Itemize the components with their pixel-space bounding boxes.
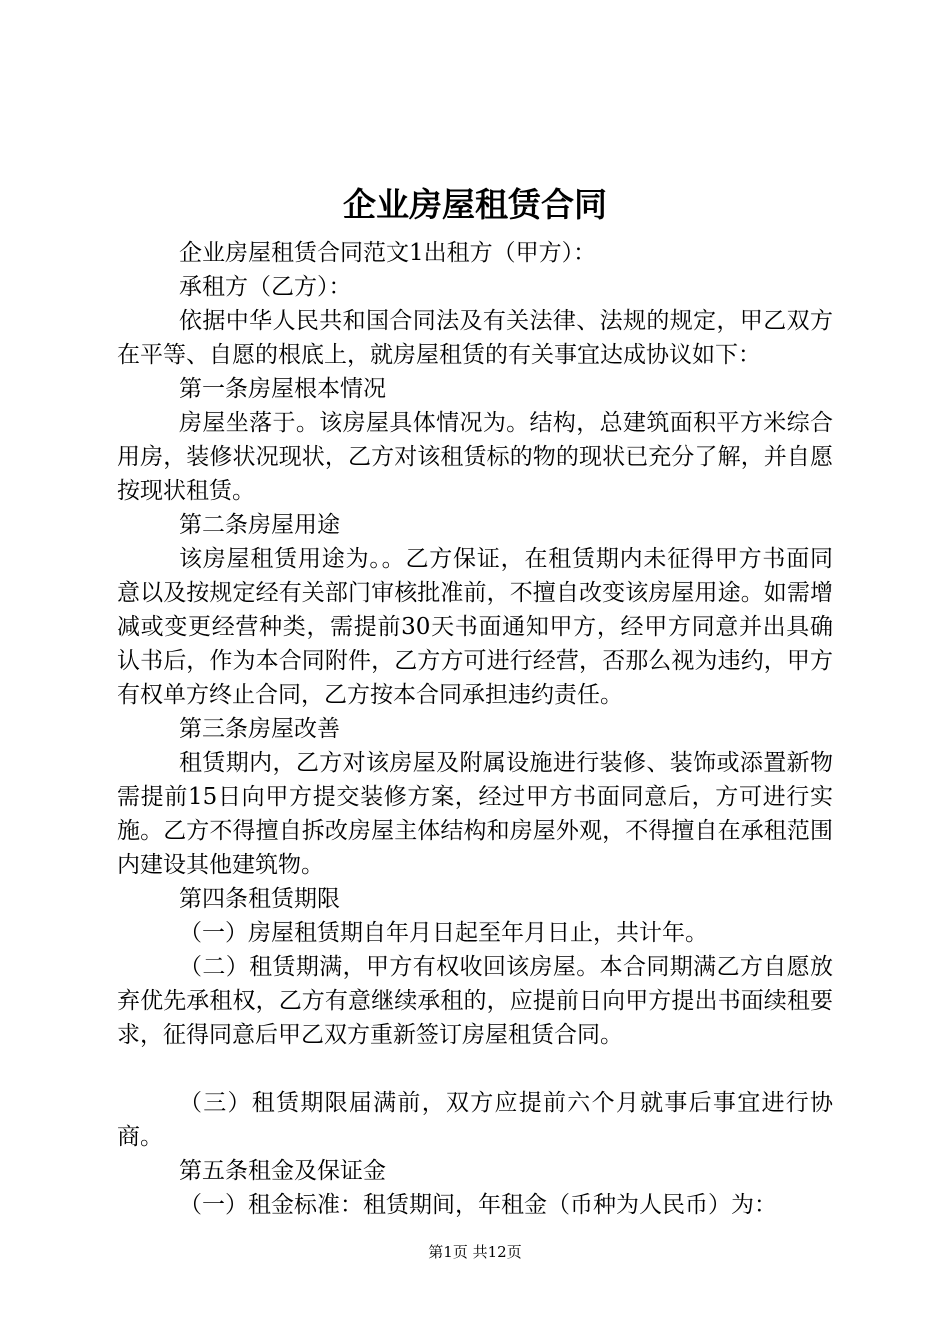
document-title: 企业房屋租赁合同 [343,185,607,224]
section-heading: 第四条租赁期限 [179,886,340,912]
paragraph: （二）租赁期满，甲方有权收回该房屋。本合同期满乙方自愿放弃优先承租权，乙方有意继续承租的，应提前日向甲方提出书面续租要求，征得同意后甲乙双方重新签订房屋租赁合同。 [117,954,833,1048]
paragraph: （三）租赁期限届满前，双方应提前六个月就事后事宜进行协商。 [117,1090,833,1150]
section-heading: 第三条房屋改善 [179,716,340,742]
page-footer: 第1页 共12页 [428,1243,522,1261]
section-heading: 第一条房屋根本情况 [179,376,386,402]
section-heading: 第二条房屋用途 [179,512,340,538]
paragraph: 依据中华人民共和国合同法及有关法律、法规的规定，甲乙双方在平等、自愿的根底上，就房屋租赁的有关事宜达成协议如下： [117,308,833,368]
section-heading: 第五条租金及保证金 [179,1158,386,1184]
paragraph: （一）租金标准：租赁期间，年租金（币种为人民币）为： [179,1192,777,1218]
paragraph: （一）房屋租赁期自年月日起至年月日止，共计年。 [179,920,708,946]
paragraph: 企业房屋租赁合同范文1出租方（甲方）： [179,240,597,266]
document-body [117,236,833,1222]
paragraph: 该房屋租赁用途为。。乙方保证，在租赁期内未征得甲方书面同意以及按规定经有关部门审核批准前，不擅自改变该房屋用途。如需增减或变更经营种类，需提前30天书面通知甲方，经甲方同意并出具确认书后，作为本合同附件，乙方方可进行经营，否那么视为违约，甲方有权单方终止合同，乙方按本合同承担违约责任。 [117,546,833,708]
paragraph: 房屋坐落于。该房屋具体情况为。结构，总建筑面积平方米综合用房，装修状况现状，乙方对该租赁标的物的现状已充分了解，并自愿按现状租赁。 [117,410,833,504]
paragraph: 承租方（乙方）： [179,274,352,300]
paragraph: 租赁期内，乙方对该房屋及附属设施进行装修、装饰或添置新物需提前15日向甲方提交装修方案，经过甲方书面同意后，方可进行实施。乙方不得擅自拆改房屋主体结构和房屋外观，不得擅自在承租范围内建设其他建筑物。 [117,750,833,878]
